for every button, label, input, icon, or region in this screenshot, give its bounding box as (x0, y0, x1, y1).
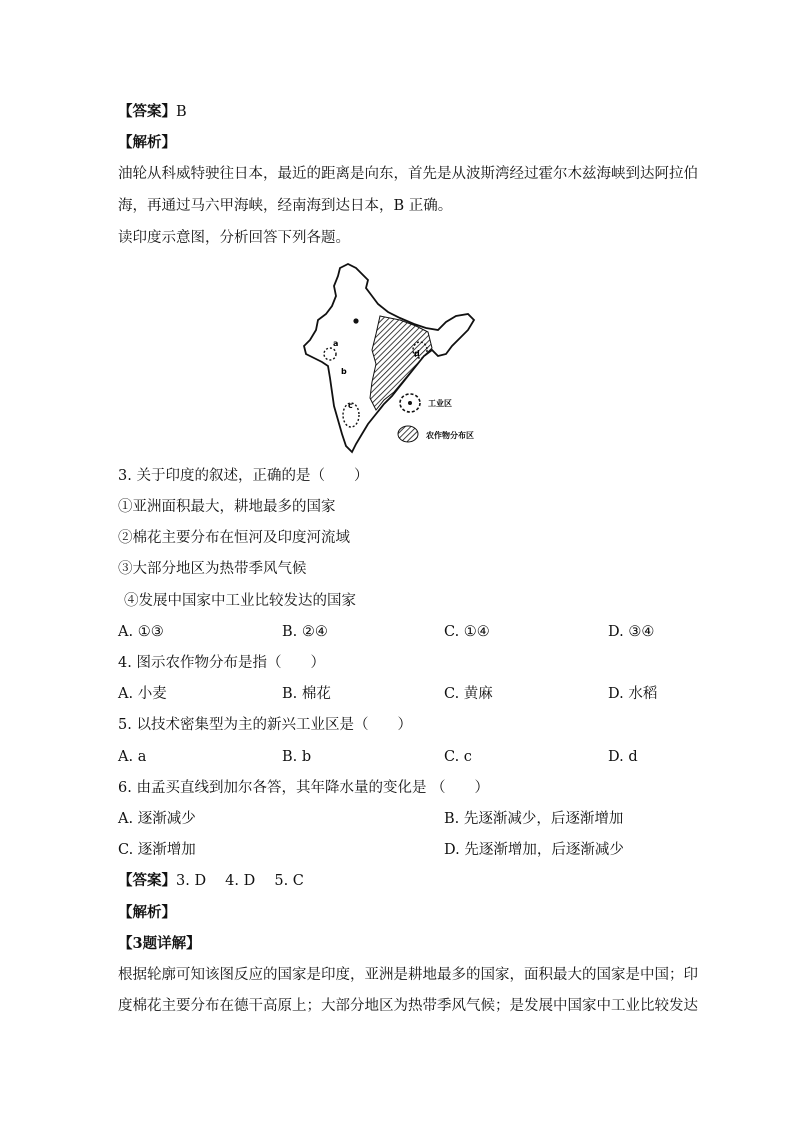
question-3-option-b: B. ②④ (282, 624, 328, 640)
question-3-stem: 3. 关于印度的叙述，正确的是（ ） (118, 468, 369, 484)
capital-dot (353, 318, 358, 323)
question-5-option-b: B. b (282, 749, 312, 765)
question-3-option-a: A. ①③ (118, 624, 164, 640)
question-6-option-b: B. 先逐渐减少，后逐渐增加 (444, 811, 624, 827)
detail-paragraph-line: 根据轮廓可知该图反应的国家是印度，亚洲是耕地最多的国家，面积最大的国家是中国；印 (118, 967, 698, 983)
question-3-option-d: D. ③④ (608, 624, 655, 640)
question-3-item: ④发展中国家中工业比较发达的国家 (124, 593, 356, 609)
question-4-stem: 4. 图示农作物分布是指（ ） (118, 655, 325, 671)
label-c: c (348, 401, 353, 410)
detail-paragraph-line: 度棉花主要分布在德干高原上；大部分地区为热带季风气候；是发展中国家中工业比较发达 (118, 998, 698, 1014)
question-6-stem: 6. 由孟买直线到加尔各答，其年降水量的变化是 （ ） (118, 780, 490, 796)
question-5-stem: 5. 以技术密集型为主的新兴工业区是（ ） (118, 717, 412, 733)
answer-value: B (176, 104, 187, 120)
crop-region (370, 316, 432, 410)
label-a: a (333, 339, 339, 348)
question-5-option-d: D. d (608, 749, 638, 765)
analysis-paragraph-line: 油轮从科威特驶往日本，最近的距离是向东，首先是从波斯湾经过霍尔木兹海峡到达阿拉伯 (118, 166, 698, 182)
question-6-option-a: A. 逐渐减少 (118, 811, 196, 827)
detail-tag: 【3题详解】 (118, 935, 201, 952)
question-3-item: ③大部分地区为热带季风气候 (118, 561, 307, 577)
answer-tag: 【答案】 (118, 872, 176, 889)
answer-line (118, 871, 304, 891)
india-map-figure (296, 258, 492, 456)
answer-tag: 【答案】 (118, 103, 176, 120)
legend-crop-symbol (398, 426, 418, 442)
analysis-tag: 【解析】 (118, 904, 176, 921)
label-b: b (341, 367, 347, 376)
legend-industry-label: 工业区 (428, 399, 452, 408)
question-4-option-b: B. 棉花 (282, 686, 331, 702)
question-4-option-a: A. 小麦 (118, 686, 167, 702)
question-5-option-c: C. c (444, 749, 472, 765)
analysis-paragraph-line: 海，再通过马六甲海峡，经南海到达日本，B 正确。 (118, 198, 453, 214)
question-6-option-c: C. 逐渐增加 (118, 842, 196, 858)
legend-industry-dot (408, 401, 412, 405)
legend-crop-label: 农作物分布区 (426, 431, 474, 440)
answer-line (118, 102, 187, 122)
question-5-option-a: A. a (118, 749, 147, 765)
question-4-option-d: D. 水稻 (608, 686, 658, 702)
question-3-option-c: C. ①④ (444, 624, 490, 640)
question-6-option-d: D. 先逐渐增加，后逐渐减少 (444, 842, 624, 858)
question-4-option-c: C. 黄麻 (444, 686, 493, 702)
map-intro-text: 读印度示意图，分析回答下列各题。 (118, 230, 350, 246)
industrial-zone-a (324, 348, 336, 360)
analysis-tag: 【解析】 (118, 134, 176, 151)
question-3-item: ①亚洲面积最大，耕地最多的国家 (118, 499, 336, 515)
question-3-item: ②棉花主要分布在恒河及印度河流域 (118, 530, 350, 546)
answer-value: 3. D 4. D 5. C (176, 873, 304, 889)
label-d: d (414, 349, 420, 358)
